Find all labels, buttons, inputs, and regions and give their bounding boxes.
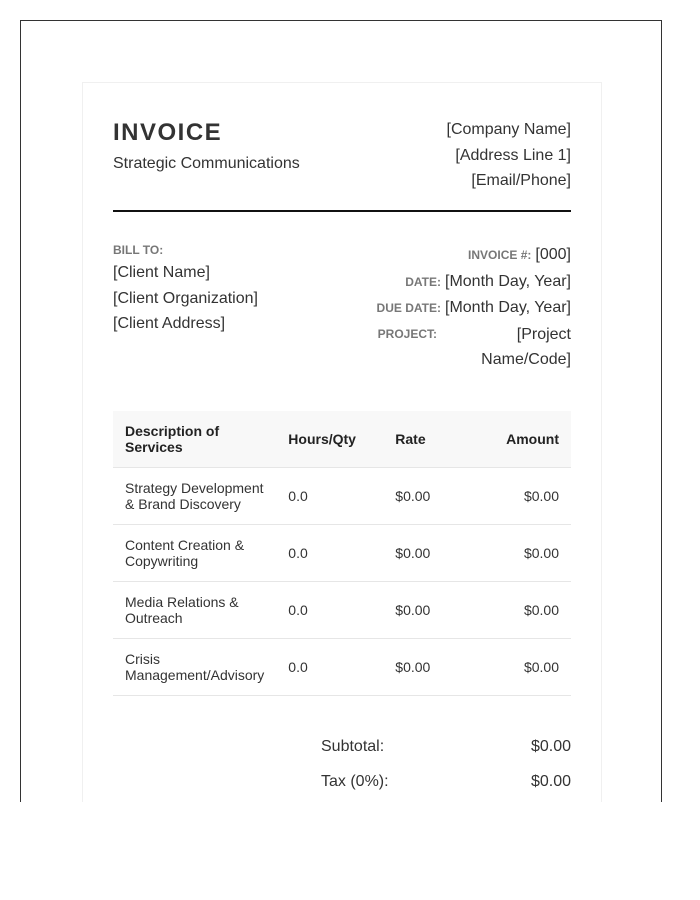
company-address: [Address Line 1]	[455, 146, 571, 164]
company-info	[447, 117, 572, 194]
tax-row	[321, 773, 571, 802]
row-rate: $0.00	[383, 582, 490, 639]
column-header-rate: Rate	[383, 411, 490, 468]
date-row	[377, 269, 571, 296]
invoice-card	[82, 82, 602, 802]
invoice-content	[113, 118, 571, 790]
column-header-amount: Amount	[490, 411, 571, 468]
header-divider	[113, 210, 571, 212]
date-value: [Month Day, Year]	[445, 272, 571, 290]
table-header-row	[113, 411, 571, 468]
column-header-description: Description of Services	[113, 411, 276, 468]
subtotal-label: Subtotal:	[321, 738, 385, 755]
invoice-number-row	[377, 242, 571, 269]
invoice-header	[113, 118, 571, 210]
company-contact: [Email/Phone]	[471, 172, 571, 189]
due-date-value: [Month Day, Year]	[445, 299, 571, 316]
bill-to-details	[113, 260, 258, 337]
row-amount: $0.00	[490, 468, 571, 525]
invoice-meta	[377, 242, 571, 373]
totals-section	[321, 738, 571, 802]
due-date-label: DUE DATE:	[376, 301, 441, 315]
project-row	[377, 322, 571, 373]
row-amount: $0.00	[490, 582, 571, 639]
company-name: [Company Name]	[446, 121, 571, 138]
subtotal-row	[321, 738, 571, 773]
row-qty: 0.0	[276, 525, 383, 582]
row-rate: $0.00	[383, 639, 490, 696]
document-page	[20, 20, 662, 802]
services-table	[113, 411, 571, 696]
subtotal-value: $0.00	[530, 738, 571, 755]
client-organization: [Client Organization]	[113, 289, 258, 307]
row-qty: 0.0	[276, 468, 383, 525]
billing-section	[113, 242, 571, 372]
row-description: Media Relations & Outreach	[113, 582, 276, 639]
bill-to-label: BILL TO:	[113, 243, 164, 257]
project-label: PROJECT:	[377, 326, 437, 341]
row-rate: $0.00	[383, 468, 490, 525]
row-amount: $0.00	[490, 525, 571, 582]
client-name: [Client Name]	[113, 264, 210, 281]
invoice-subtitle: Strategic Communications	[113, 155, 300, 172]
row-qty: 0.0	[276, 639, 383, 696]
table-row	[113, 639, 571, 696]
client-address: [Client Address]	[113, 315, 226, 332]
row-description: Crisis Management/Advisory	[113, 639, 276, 696]
invoice-number-value: [000]	[535, 246, 571, 263]
row-description: Content Creation & Copywriting	[113, 525, 276, 582]
invoice-number-label: INVOICE #:	[468, 248, 532, 262]
invoice-title: INVOICE	[113, 119, 223, 146]
table-row	[113, 468, 571, 525]
due-date-row	[377, 295, 571, 322]
row-rate: $0.00	[383, 525, 490, 582]
date-label: DATE:	[405, 274, 441, 289]
table-row	[113, 525, 571, 582]
row-amount: $0.00	[490, 639, 571, 696]
table-row	[113, 582, 571, 639]
row-description: Strategy Development & Brand Discovery	[113, 468, 276, 525]
project-value: [Project Name/Code]	[481, 325, 571, 368]
column-header-hours: Hours/Qty	[276, 411, 383, 468]
tax-value: $0.00	[530, 773, 571, 790]
row-qty: 0.0	[276, 582, 383, 639]
tax-label: Tax (0%):	[321, 773, 389, 790]
